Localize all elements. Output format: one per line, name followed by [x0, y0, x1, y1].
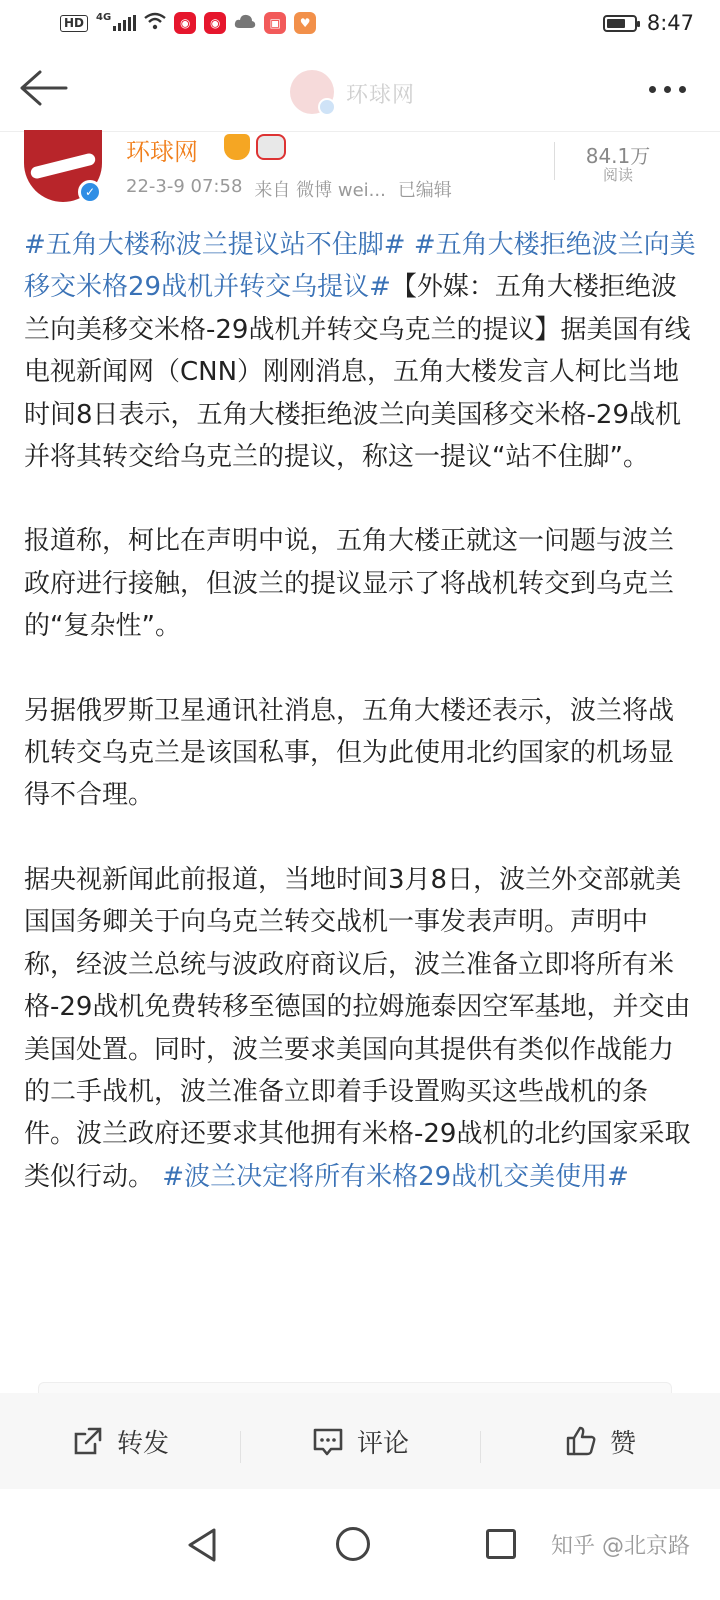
share-icon: [71, 1424, 105, 1458]
paragraph: 另据俄罗斯卫星通讯社消息，五角大楼还表示，波兰将战机转交乌克兰是该国私事，但为此使用北约国家的机场显得不合理。: [24, 695, 675, 811]
paragraph-text: 【外媒：五角大楼拒绝波兰向美移交米格-29战机并转交乌克兰的提议】据美国有线电视新闻网（CNN）刚刚消息，五角大楼发言人柯比当地时间8日表示，五角大楼拒绝波兰向美国移交米格-29战机并将其转交给乌克兰的提议，称这一提议“站不住脚”。: [24, 272, 691, 473]
system-back-button[interactable]: [186, 1527, 218, 1567]
paragraph: 报道称，柯比在声明中说，五角大楼正就这一问题与波兰政府进行接触，但波兰的提议显示了将战机转交到乌克兰的“复杂性”。: [24, 526, 675, 642]
like-label: 赞: [609, 1428, 636, 1459]
watermark: 知乎 @北京路: [551, 1534, 690, 1559]
repost-label: 转发: [116, 1428, 169, 1459]
thumbs-up-icon: [564, 1424, 598, 1458]
triangle-back-icon: [186, 1527, 218, 1563]
back-button[interactable]: [18, 68, 68, 108]
more-dots-icon: [649, 86, 656, 93]
clock: 8:47: [646, 11, 694, 35]
post-source[interactable]: 来自 微博 wei...: [254, 180, 386, 201]
comment-icon: [311, 1424, 345, 1458]
signal-icon: [113, 15, 136, 31]
comment-label: 评论: [356, 1428, 409, 1459]
nav-avatar: [290, 70, 334, 114]
post-meta: [126, 176, 452, 202]
weibo-app-icon: ◉: [204, 12, 226, 34]
post-timestamp: 22-3-9 07:58: [126, 176, 243, 197]
divider: [554, 142, 555, 180]
arrow-left-icon: [18, 68, 68, 108]
like-button[interactable]: [480, 1423, 720, 1460]
health-app-icon: ♥: [294, 12, 316, 34]
system-home-button[interactable]: [336, 1527, 370, 1561]
hd-indicator: HD: [60, 15, 88, 32]
paragraph: [24, 859, 696, 1198]
nav-title: 环球网: [346, 83, 416, 108]
action-bar: [0, 1393, 720, 1489]
verified-icon: [318, 98, 336, 116]
repost-button[interactable]: [0, 1423, 240, 1460]
hashtag-link[interactable]: #五角大楼拒绝波兰向美移交米格29战机并转交乌提议#: [24, 230, 696, 303]
shopping-app-icon: ▣: [264, 12, 286, 34]
post-body: [24, 224, 696, 1240]
hashtag-link[interactable]: #五角大楼称波兰提议站不住脚#: [24, 230, 406, 260]
author-name[interactable]: 环球网: [126, 138, 198, 166]
view-count: 84.1万: [585, 144, 651, 168]
paragraph-text: 据央视新闻此前报道，当地时间3月8日，波兰外交部就美国国务卿关于向乌克兰转交战机一事发表声明。声明中称，经波兰总统与波政府商议后，波兰准备立即将所有米格-29战机免费转移至德国的拉姆施泰因空军基地，并交由美国处置。同时，波兰要求美国向其提供有类似作战能力的二手战机，波兰准备立即着手设置购买这些战机的条件。波兰政府还要求其他拥有米格-29战机的北约国家采取类似行动。: [24, 864, 691, 1192]
more-button[interactable]: [649, 86, 686, 93]
member-badge-icon[interactable]: [224, 134, 250, 160]
view-count-label: 阅读: [602, 166, 633, 184]
panda-badge-icon[interactable]: [256, 134, 286, 160]
wifi-icon: [144, 12, 166, 34]
comment-button[interactable]: [240, 1423, 480, 1460]
cloud-icon: [234, 13, 256, 33]
edited-label[interactable]: 已编辑: [397, 180, 452, 201]
network-indicator: 4G: [96, 12, 112, 23]
top-nav: [0, 46, 720, 132]
system-nav-bar: [0, 1489, 720, 1600]
battery-icon: [603, 15, 637, 32]
hashtag-link[interactable]: #波兰决定将所有米格29战机交美使用#: [162, 1161, 629, 1192]
weibo-app-icon: ◉: [174, 12, 196, 34]
status-bar: [0, 0, 720, 46]
system-recents-button[interactable]: [486, 1529, 516, 1559]
verified-icon: ✓: [78, 180, 102, 204]
paragraph: [24, 224, 696, 478]
